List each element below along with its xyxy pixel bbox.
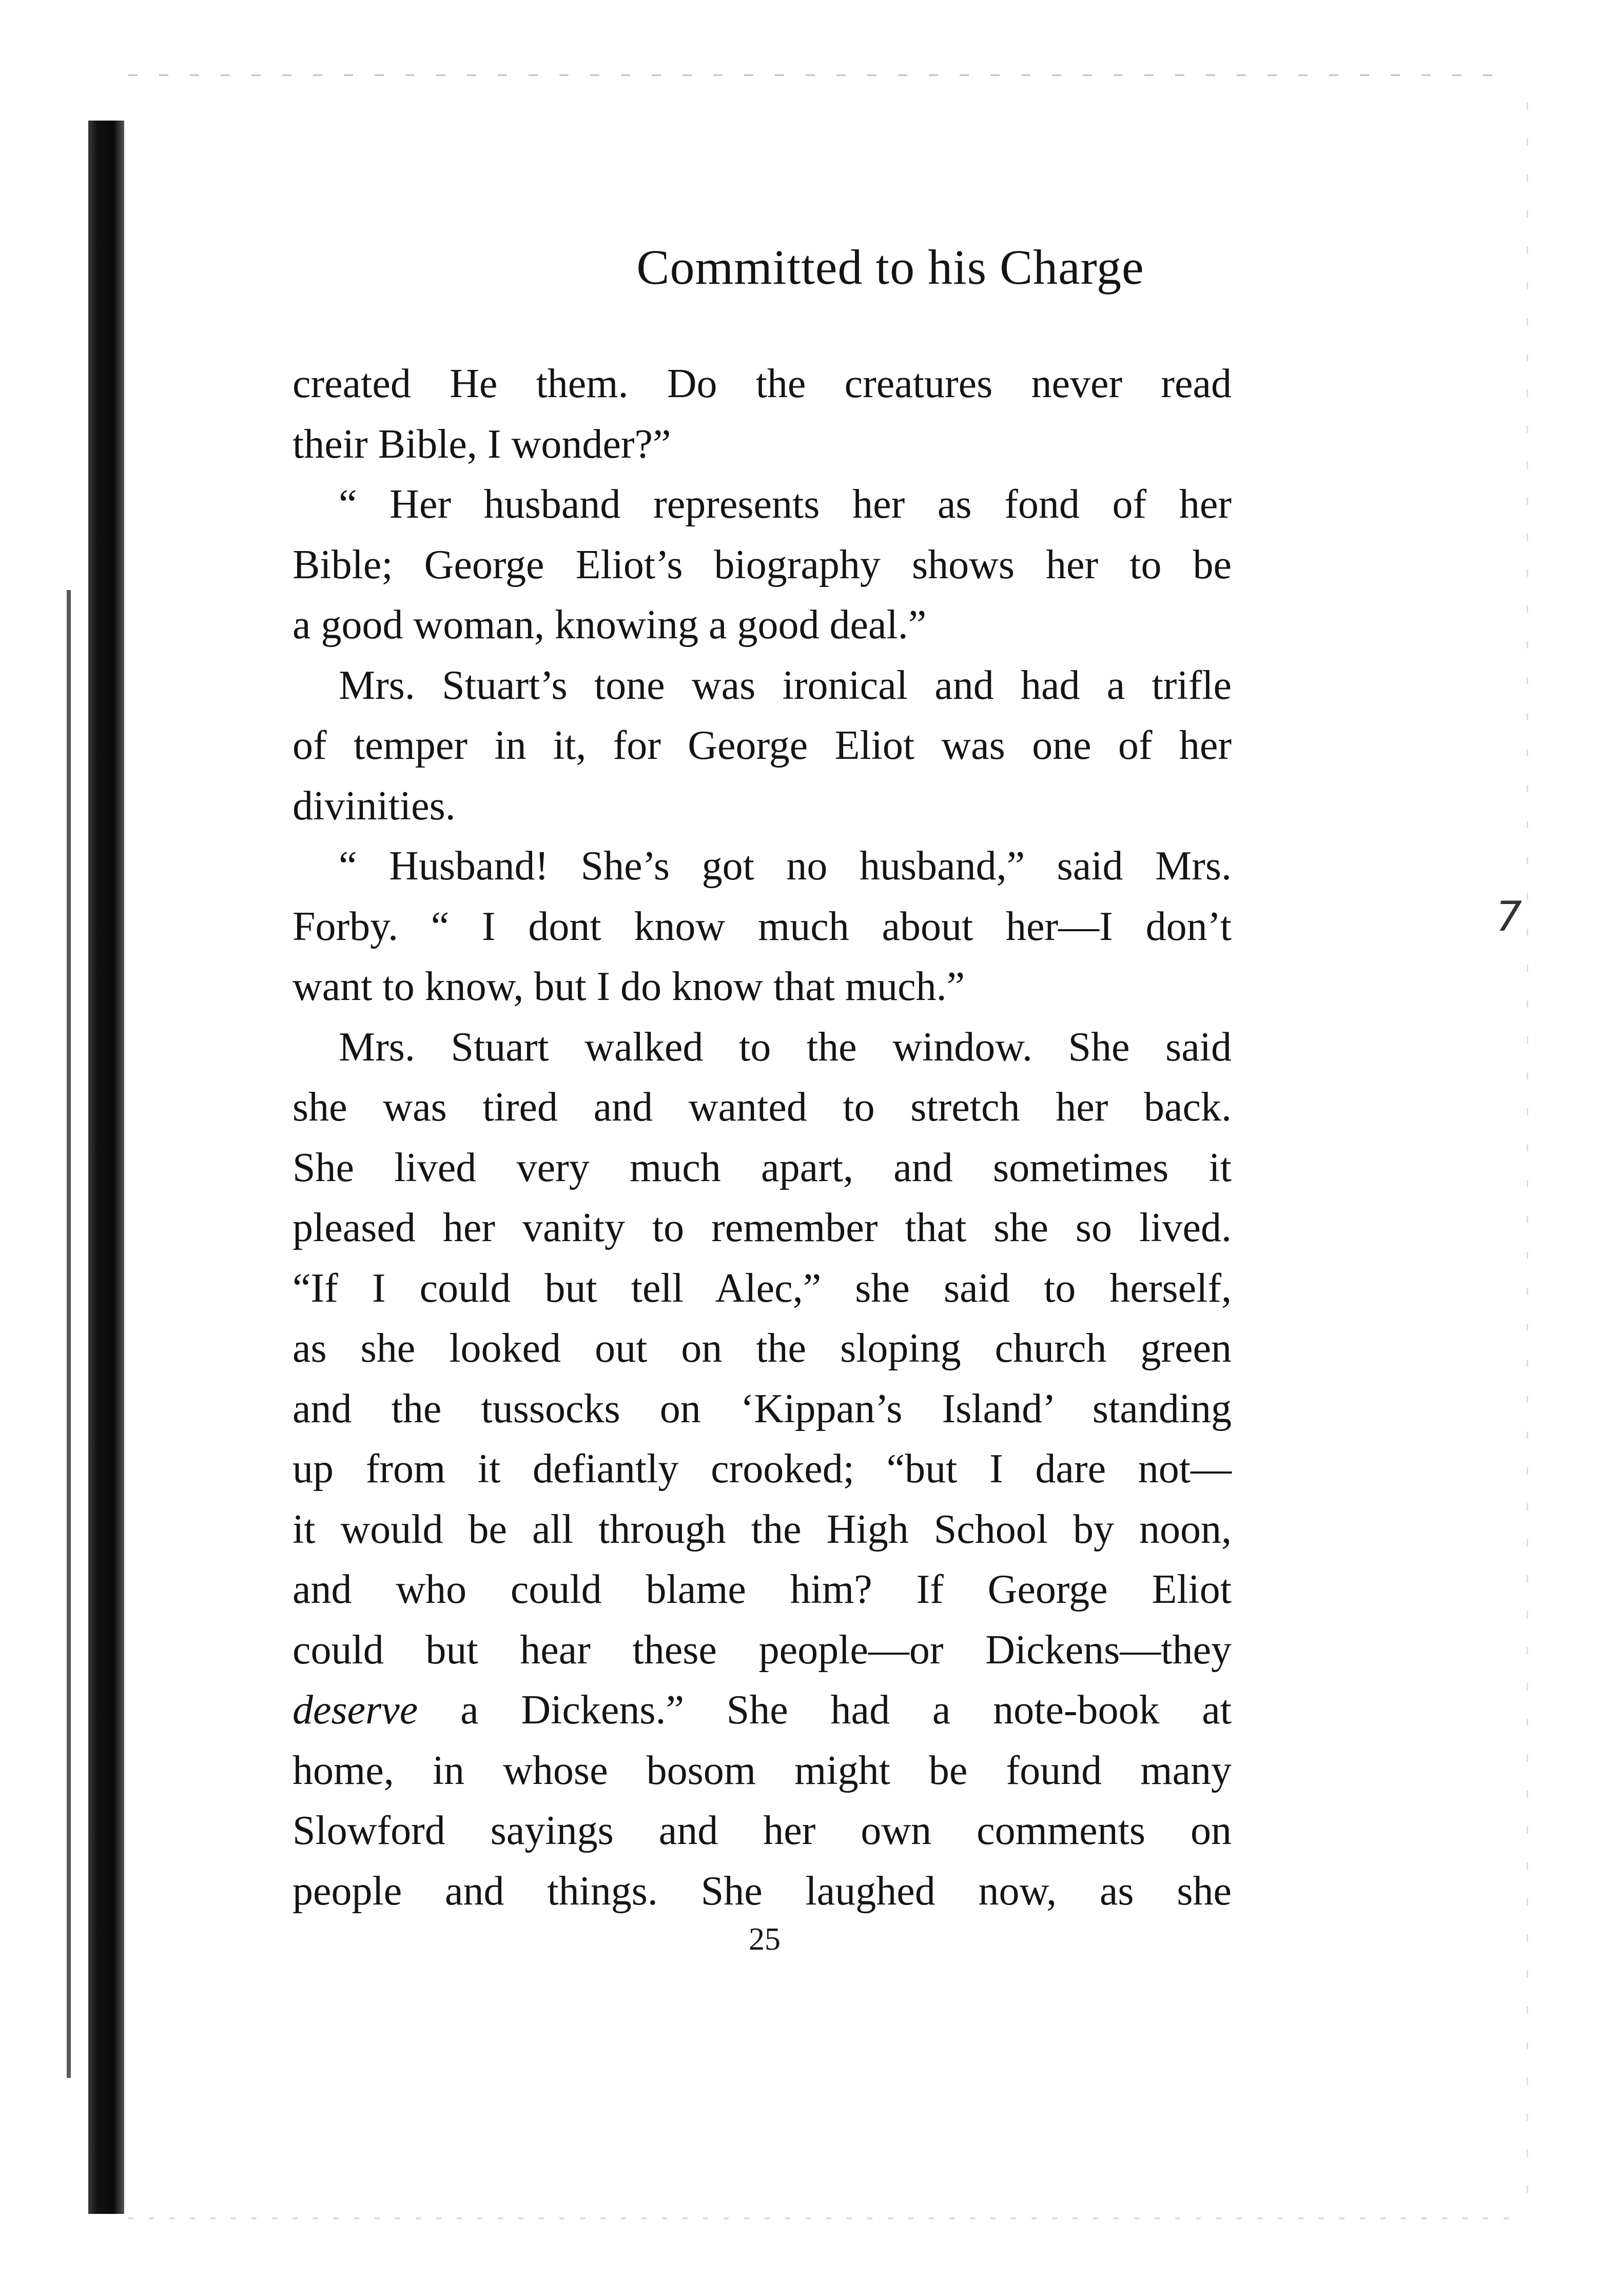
text-line: as she looked out on the sloping church green bbox=[293, 1326, 1232, 1371]
top-scan-artifact bbox=[128, 74, 1514, 76]
text-line-emphasis bbox=[293, 1680, 1232, 1741]
text-line: a good woman, knowing a good deal.” bbox=[293, 602, 927, 647]
text-line: divinities. bbox=[293, 783, 456, 829]
text-line: she was tired and wanted to stretch her back. bbox=[293, 1085, 1232, 1130]
text-line: Mrs. Stuart walked to the window. She said bbox=[339, 1024, 1232, 1070]
text-line: could but hear these people—or Dickens—they bbox=[293, 1627, 1232, 1673]
right-page-edge bbox=[1527, 103, 1528, 2206]
text-line: Forby. “ I dont know much about her—I don’t bbox=[293, 904, 1232, 949]
running-head-text: Committed to his Charge bbox=[636, 240, 1144, 295]
text-line: their Bible, I wonder?” bbox=[293, 421, 671, 467]
text-line: She lived very much apart, and sometimes it bbox=[293, 1145, 1232, 1190]
emphasis-word: deserve bbox=[293, 1687, 418, 1733]
text-line: “ Her husband represents her as fond of her bbox=[339, 482, 1232, 527]
text-line: created He them. Do the creatures never read bbox=[293, 361, 1232, 406]
page-binding-edge bbox=[88, 121, 124, 2214]
text-line: and who could blame him? If George Eliot bbox=[293, 1567, 1232, 1612]
text-line: Bible; George Eliot’s biography shows her to be bbox=[293, 542, 1232, 587]
text-line: home, in whose bosom might be found many bbox=[293, 1748, 1232, 1793]
binding-shadow bbox=[67, 590, 71, 2078]
text-line: up from it defiantly crooked; “but I dare not— bbox=[293, 1446, 1232, 1492]
text-line: pleased her vanity to remember that she so lived. bbox=[293, 1205, 1232, 1250]
text-line: and the tussocks on ‘Kippan’s Island’ standing bbox=[293, 1386, 1232, 1431]
text-line: want to know, but I do know that much.” bbox=[293, 964, 965, 1009]
text-line: “ Husband! She’s got no husband,” said Mrs. bbox=[339, 843, 1232, 889]
text-line: Mrs. Stuart’s tone was ironical and had a trifle bbox=[339, 662, 1232, 708]
margin-pencil-mark: 7 bbox=[1496, 893, 1522, 940]
text-line-rest: a Dickens.” She had a note-book at bbox=[460, 1687, 1232, 1733]
text-line: “If I could but tell Alec,” she said to herself, bbox=[293, 1265, 1232, 1311]
page-number: 25 bbox=[749, 1922, 781, 1957]
body-text bbox=[293, 354, 1232, 1921]
text-line: it would be all through the High School by noon, bbox=[293, 1506, 1232, 1552]
bottom-scan-artifact bbox=[128, 2217, 1514, 2219]
text-line: of temper in it, for George Eliot was one of her bbox=[293, 723, 1232, 768]
text-line: Slowford sayings and her own comments on bbox=[293, 1808, 1232, 1853]
text-line: people and things. She laughed now, as she bbox=[293, 1868, 1232, 1914]
running-head bbox=[0, 239, 1514, 296]
